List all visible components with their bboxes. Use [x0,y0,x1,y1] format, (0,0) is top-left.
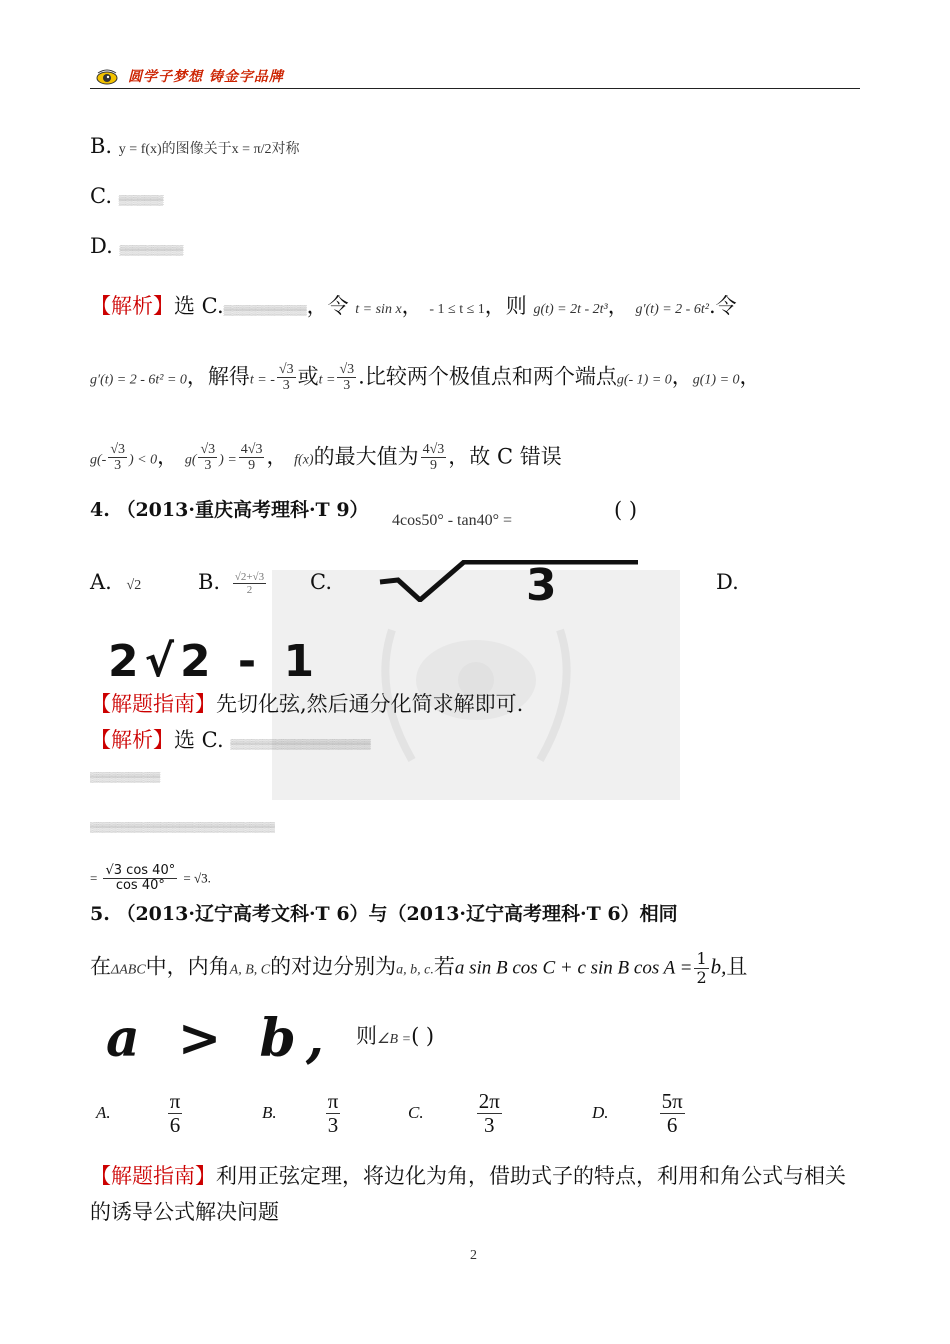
eye-logo-icon [96,66,118,88]
q3-option-d: D. ▒▒▒▒▒▒▒▒▒▒ [90,234,184,258]
q5-option-b: B. $\frac{\pi}{3}$ [262,1089,339,1138]
q4-analysis-formula1: ▒▒▒▒▒▒▒▒▒▒▒▒▒▒▒▒▒▒▒▒▒▒ [230,739,371,749]
q4-analysis-formula3: ▒▒▒▒▒▒▒▒▒▒▒▒▒▒▒▒▒▒▒▒▒▒▒▒▒▒▒▒▒ [90,822,275,832]
q4-sqrt3-digit: 3 [526,560,557,602]
q3-option-c-formula: ▒▒▒▒▒▒▒ [118,195,164,205]
q5-guide-line2: 的诱导公式解决问题 [90,1200,279,1224]
q3-option-b-text: y = f(x)的图像关于x = π/2对称 [118,142,300,157]
header-divider [90,88,860,89]
q4-option-d: D. [716,570,739,594]
q5-condition: a > b, [106,1008,334,1069]
q5-option-c: C. $\frac{2\pi}{3}$ [408,1089,500,1138]
q4-expression: 4cos50° - tan40° = [392,512,513,529]
q5-option-a: A. $\frac{\pi}{6}$ [96,1089,181,1138]
q5-question: 则∠B =( ) [356,1024,435,1048]
q4-option-c: C. [310,570,332,594]
q5-title: 5. （2013·辽宁高考文科·T 6）与（2013·辽宁高考理科·T 6）相同 [90,903,678,925]
q4-title: 4. （2013·重庆高考理科·T 9） [90,499,369,521]
q3-analysis-formula: ▒▒▒▒▒▒▒▒▒▒▒▒▒ [223,305,307,315]
header-title: 圆学子梦想 铸金字品牌 [128,69,284,85]
page-number: 2 [470,1248,477,1263]
q3-option-b: B. y = f(x)的图像关于x = π/2对称 [90,134,300,158]
q4-answer-paren: ( ) [614,498,638,522]
q4-analysis-formula2: ▒▒▒▒▒▒▒▒▒▒▒ [90,772,161,782]
q3-option-d-formula: ▒▒▒▒▒▒▒▒▒▒ [119,245,184,255]
q3-option-c: C. ▒▒▒▒▒▒▒ [90,184,164,208]
q4-option-d-value: 2√2 - 1 [108,636,321,687]
q4-option-a: A. √2 [90,570,142,594]
q4-option-b: B. $\frac{√2+√3}{2}$ [198,570,265,596]
q4-option-c-sqrt3 [378,560,640,602]
q3-analysis-line3: g(- $\frac{√3}{3}$ ) < 0， g( $\frac{√3}{3}$ ) = $\frac{4√3}{9}$ ， f(x)的最大值为 $\frac{4√3}{9}$ ，故 C 错误 [90,442,562,474]
q4-guide: 【解题指南】先切化弦,然后通分化简求解即可. [90,692,524,716]
watermark-logo [272,570,680,800]
q4-analysis-final: = $\frac{√3 \cos 40^\circ}{\cos 40^\circ}$ = √3. [90,863,211,894]
q5-stem: 在ΔABC中，内角A, B, C的对边分别为a, b, c.若a sin B cos C + c sin B cos A = $\frac{1}{2}$ b,且 [90,949,748,987]
q5-guide: 【解题指南】利用正弦定理，将边化为角，借助式子的特点，利用和角公式与相关 [90,1164,846,1188]
q3-analysis-line2: g′(t) = 2 - 6t² = 0，解得t = - $\frac{√3}{3}$ 或t = $\frac{√3}{3}$ .比较两个极值点和两个端点g(- 1) = 0，g(1) = 0， [90,362,761,394]
q5-option-d: D. $\frac{5\pi}{6}$ [592,1089,683,1138]
q3-analysis-line1: 【解析】选 C.▒▒▒▒▒▒▒▒▒▒▒▒▒，令 t = sin x， - 1 ≤ t ≤ 1，则 g(t) = 2t - 2t³， g′(t) = 2 - 6t².令 [90,294,737,318]
q4-analysis: 【解析】选 C. ▒▒▒▒▒▒▒▒▒▒▒▒▒▒▒▒▒▒▒▒▒▒ [90,728,371,752]
